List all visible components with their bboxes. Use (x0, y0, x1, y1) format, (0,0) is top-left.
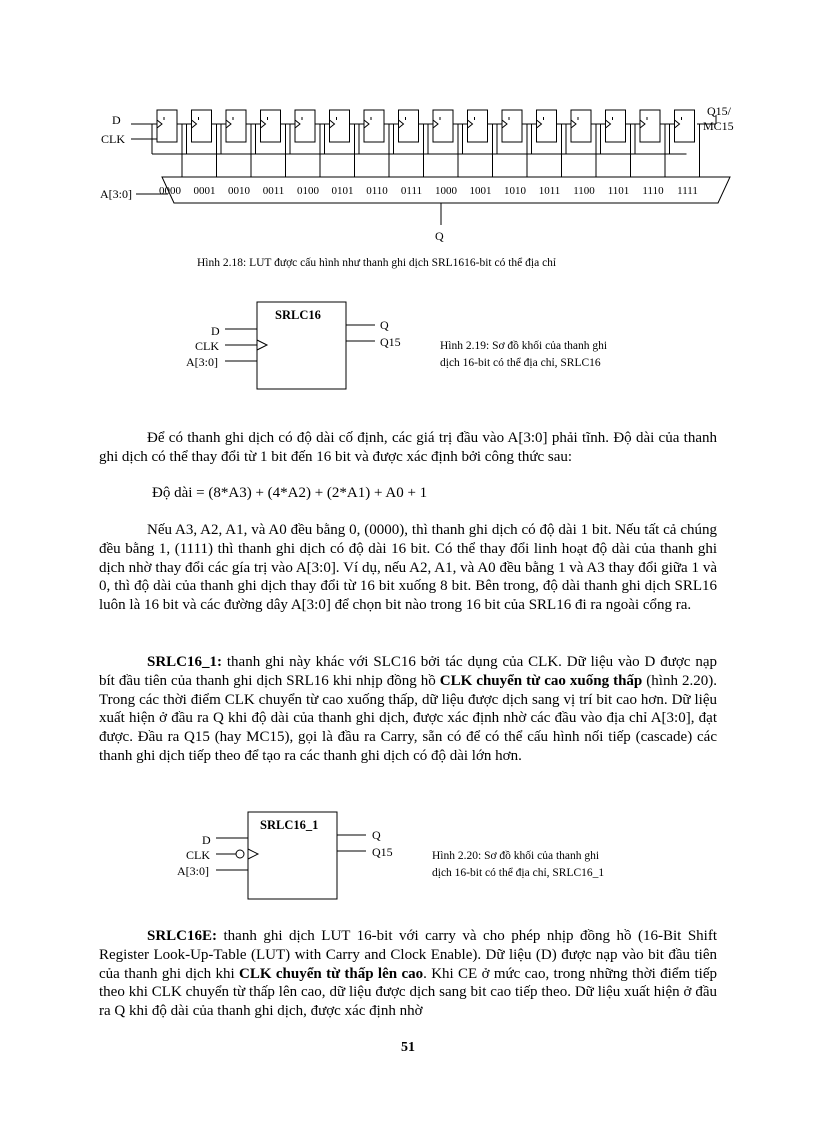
fig218-q15-label: Q15/ (707, 104, 731, 118)
fig218-d-label: D (112, 113, 121, 127)
fig220-d-label: D (202, 833, 211, 847)
mux-input-label: 0100 (297, 185, 319, 197)
figure-2-18-diagram (0, 95, 816, 275)
length-formula: Độ dài = (8*A3) + (4*A2) + (2*A1) + A0 + 1 (152, 485, 428, 501)
paragraph-1: Để có thanh ghi dịch có độ dài cố định, các giá trị đầu vào A[3:0] phải tĩnh. Độ dài của thanh ghi dịch có thể thay đổi từ 1 bit đến 16 bit và được xác định bởi công thức sau: (99, 430, 717, 465)
srlc16-1-text-b: (hình 2.20). Trong các thời điểm CLK chuyển từ cao xuống thấp, dữ liệu được dịch sang vị trí bit cao hơn. Dữ liệu xuất hiện ở đầu ra Q khi độ dài của thanh ghi dịch, được xác định nhờ các đầu vào địa chỉ A[3:0], đạt được. Đầu ra Q15 (hay MC15), gọi là đầu ra Carry, sẵn có để có thể cấu hình nối tiếp (cascade) các thanh ghi dịch tiếp theo để tạo ra các thanh ghi dịch có độ dài lớn hơn. (99, 672, 717, 764)
fig220-clk-label: CLK (186, 848, 210, 862)
srlc16-1-term: SRLC16_1: (147, 654, 223, 670)
srlc16-1-emphasis: CLK chuyển từ cao xuống thấp (439, 672, 643, 689)
page-number: 51 (401, 1040, 415, 1055)
fig220-q-label: Q (372, 828, 381, 842)
fig219-caption-line2: dịch 16-bit có thể địa chỉ, SRLC16 (440, 357, 601, 369)
mux-input-label: 1111 (677, 185, 698, 197)
srlc16e-emphasis: CLK chuyển từ thấp lên cao (239, 965, 424, 982)
mux-input-label: 0011 (262, 185, 285, 197)
figure-2-20-block-diagram (170, 805, 410, 905)
mux-input-label: 0111 (400, 185, 423, 197)
fig220-caption-line1: Hình 2.20: Sơ đồ khối của thanh ghi (432, 850, 600, 862)
srlc16e-term: SRLC16E: (147, 928, 218, 944)
figure-2-19-caption (440, 338, 607, 372)
fig219-clk-label: CLK (195, 339, 219, 353)
mux-input-label: 0110 (366, 185, 388, 197)
fig219-addr-label: A[3:0] (186, 355, 218, 369)
mux-input-label: 0010 (228, 185, 250, 197)
fig219-q-label: Q (380, 318, 389, 332)
fig219-q15-label: Q15 (380, 335, 401, 349)
mux-input-label: 1010 (504, 185, 526, 197)
fig219-caption-line1: Hình 2.19: Sơ đồ khối của thanh ghi (440, 340, 608, 352)
fig218-addr-label: A[3:0] (100, 187, 132, 201)
srlc16-1-text-a: thanh ghi này khác với SLC16 bởi tác dụng của CLK. Dữ liệu vào D được nạp bít đầu tiên của thanh ghi dịch SRL16 khi nhịp đồng hồ (99, 654, 717, 689)
figure-2-19-block-diagram (170, 295, 410, 395)
srlc16e-text-b: . Khi CE ở mức cao, trong những thời điểm tiếp theo khi CLK chuyển từ thấp lên cao, dữ liệu được dịch sang bit cao tiếp theo. Dữ liệu xuất hiện ở đầu ra Q khi độ dài của thanh ghi dịch, được xác định nhờ (99, 965, 717, 1020)
paragraph-2: Nếu A3, A2, A1, và A0 đều bằng 0, (0000), thì thanh ghi dịch có độ dài 1 bit. Nếu tất cả chúng đều bằng 1, (1111) thì thanh ghi dịch có độ dài 16 bit. Có thể thay đổi linh hoạt độ dài của thanh ghi dịch nhờ thay đổi các gía trị vào A[3:0]. Ví dụ, nếu A2, A1, và A0 đều bằng 1 và A3 thay đổi giữa 1 và 0, thì độ dài của thanh ghi dịch thay đổi từ 16 bit xuống 8 bit. Bên trong, độ dài thanh ghi dịch SRL16 luôn là 16 bit và các đường dây A[3:0] để chọn bit nào trong 16 bit của SRL16 đi ra ngoài cổng ra. (99, 522, 717, 614)
fig219-title: SRLC16 (275, 308, 321, 322)
fig220-caption-line2: dịch 16-bit có thể địa chỉ, SRLC16_1 (432, 867, 605, 879)
fig219-d-label: D (211, 324, 220, 338)
mux-input-label: 1110 (642, 185, 664, 197)
fig220-addr-label: A[3:0] (177, 864, 209, 878)
fig220-q15-label: Q15 (372, 845, 393, 859)
fig220-title: SRLC16_1 (260, 818, 319, 832)
figure-2-20-caption (432, 848, 604, 882)
mux-input-label: 0101 (331, 185, 354, 197)
paragraph-srlc16e (99, 927, 717, 1021)
mux-input-label: 1000 (435, 185, 457, 197)
srlc16e-text-a: thanh ghi dịch LUT 16-bit với carry và cho phép nhịp đồng hồ (16-Bit Shift Register Look-Up-Table (LUT) with Carry and Clock Enable). Dữ liệu (D) được nạp vào bit đầu tiên của thanh ghi dịch khi (99, 928, 717, 982)
mux-input-label: 0001 (193, 185, 216, 197)
mux-input-label: 0000 (159, 185, 181, 197)
mux-input-label: 1101 (607, 185, 630, 197)
mux-input-label: 1011 (538, 185, 561, 197)
paragraph-srlc16-1 (99, 653, 717, 766)
figure-2-18-caption: Hình 2.18: LUT được cấu hình như thanh ghi dịch SRL1616-bit có thể địa chỉ (197, 257, 557, 269)
fig218-mc15-label: MC15 (703, 119, 734, 133)
fig218-clk-label: CLK (101, 132, 125, 146)
mux-input-label: 1001 (469, 185, 492, 197)
fig218-q-label: Q (435, 229, 444, 243)
mux-input-label: 1100 (573, 185, 595, 197)
